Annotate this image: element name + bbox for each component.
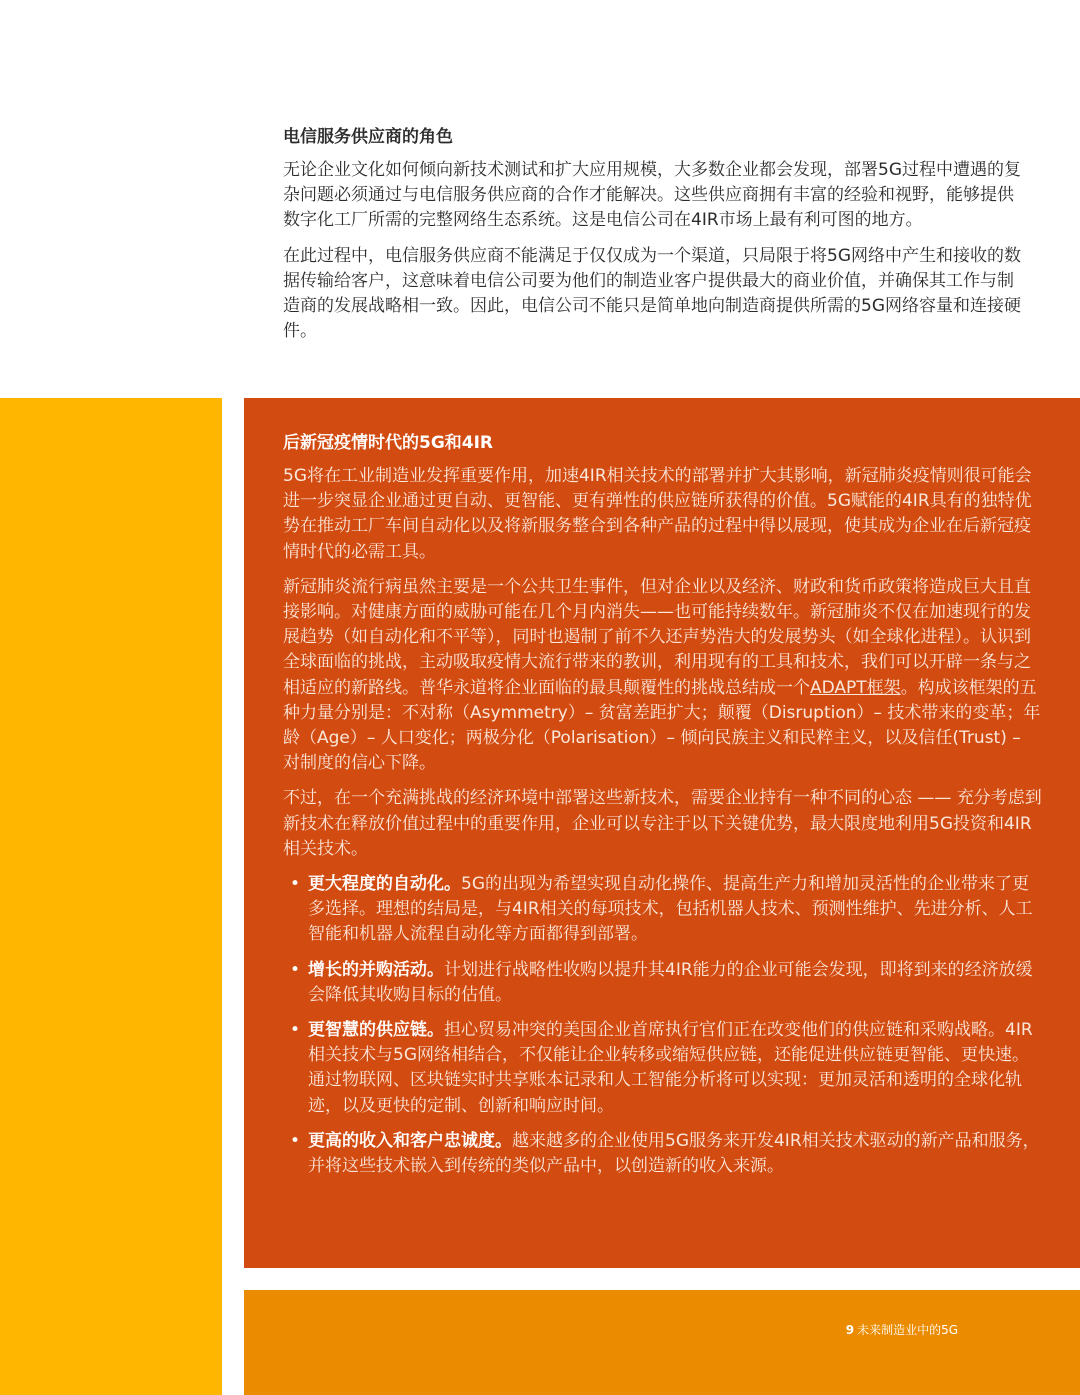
page-number: 9: [845, 1323, 855, 1337]
decorative-yellow-bar: [0, 398, 222, 1395]
bullet-text: 计划进行战略性收购以提升其4IR能力的企业可能会发现，即将到来的经济放缓会降低其收购目标的估值。: [308, 959, 1033, 1005]
bullet-title: 增长的并购活动。: [308, 959, 444, 980]
list-item: [283, 872, 1043, 948]
paragraph: 在此过程中，电信服务供应商不能满足于仅仅成为一个渠道，只局限于将5G网络中产生和接收的数据传输给客户，这意味着电信公司要为他们的制造业客户提供最大的商业价值，并确保其工作与制造商的发展战略相一致。因此，电信公司不能只是简单地向制造商提供所需的5G网络容量和连接硬件。: [283, 245, 1021, 342]
bullet-text: 越来越多的企业使用5G服务来开发4IR相关技术驱动的新产品和服务，并将这些技术嵌入到传统的类似产品中，以创造新的收入来源。: [308, 1130, 1040, 1177]
paragraph: 不过，在一个充满挑战的经济环境中部署这些新技术，需要企业持有一种不同的心态 —— 充分考虑到新技术在释放价值过程中的重要作用，企业可以专注于以下关键优势，最大限度地利用5G投资和4IR相关技术。: [283, 788, 1042, 859]
bullet-icon: •: [290, 1020, 301, 1041]
bullet-title: 更高的收入和客户忠诚度。: [308, 1130, 512, 1151]
bullet-title: 更大程度的自动化。: [308, 874, 461, 895]
post-covid-panel: [244, 398, 1080, 1268]
paragraph: [283, 575, 1043, 777]
paragraph: 5G将在工业制造业发挥重要作用，加速4IR相关技术的部署并扩大其影响，新冠肺炎疫情则很可能会进一步突显企业通过更自动、更智能、更有弹性的供应链所获得的价值。5G赋能的4IR具有的独特优势在推动工厂车间自动化以及将新服务整合到各种产品的过程中得以展现，使其成为企业在后新冠疫情时代的必需工具。: [283, 466, 1032, 562]
list-item: [283, 1018, 1043, 1119]
top-section: [283, 124, 1023, 354]
advantages-list: [283, 872, 1043, 1179]
page-footer: [846, 1321, 958, 1338]
panel-content: [283, 430, 1043, 1189]
paragraph: 无论企业文化如何倾向新技术测试和扩大应用规模，大多数企业都会发现，部署5G过程中遭遇的复杂问题必须通过与电信服务供应商的合作才能解决。这些供应商拥有丰富的经验和视野，能够提供数字化工厂所需的完整网络生态系统。这是电信公司在4IR市场上最有利可图的地方。: [283, 160, 1021, 231]
footer-title: 未来制造业中的5G: [857, 1323, 958, 1337]
bullet-text: 担心贸易冲突的美国企业首席执行官们正在改变他们的供应链和采购战略。4IR相关技术与5G网络相结合，不仅能让企业转移或缩短供应链，还能促进供应链更智能、更快速。通过物联网、区块链实时共享账本记录和人工智能分析将可以实现：更加灵活和透明的全球化轨迹，以及更快的定制、创新和响应时间。: [308, 1020, 1033, 1116]
bullet-title: 更智慧的供应链。: [308, 1020, 444, 1041]
bullet-icon: •: [290, 1130, 301, 1151]
bullet-icon: •: [290, 959, 301, 980]
paragraph-text: 新冠肺炎流行病虽然主要是一个公共卫生事件，但对企业以及经济、财政和货币政策将造成巨大且直接影响。对健康方面的威胁可能在几个月内消失——也可能持续数年。新冠肺炎不仅在加速现行的发展趋势（如自动化和不平等），同时也遏制了前不久还声势浩大的发展势头（如全球化进程）。认识到全球面临的挑战，主动吸取疫情大流行带来的教训，利用现有的工具和技术，我们可以开辟一条与之相适应的新路线。普华永道将企业面临的最具颠覆性的挑战总结成一个: [283, 576, 1031, 698]
paragraph-text: 。构成该框架的五种力量分别是：不对称（Asymmetry）– 贫富差距扩大；颠覆（Disruption）– 技术带来的变革；年龄（Age）– 人口变化；两极分化（Polarisation）– 倾向民族主义和民粹主义，以及信任(Trust) – 对制度的信心下降。: [283, 677, 1041, 774]
adapt-framework-link[interactable]: ADAPT框架: [810, 677, 901, 698]
section-heading-post-covid: 后新冠疫情时代的5G和4IR: [283, 433, 494, 453]
footer-bar: [244, 1290, 1080, 1395]
list-item: [283, 1129, 1043, 1179]
bullet-icon: •: [290, 874, 301, 895]
bullet-text: 5G的出现为希望实现自动化操作、提高生产力和增加灵活性的企业带来了更多选择。理想的结局是，与4IR相关的每项技术，包括机器人技术、预测性维护、先进分析、人工智能和机器人流程自动化等方面都得到部署。: [308, 874, 1033, 945]
section-heading-telecom: 电信服务供应商的角色: [283, 127, 453, 147]
list-item: [283, 958, 1043, 1008]
